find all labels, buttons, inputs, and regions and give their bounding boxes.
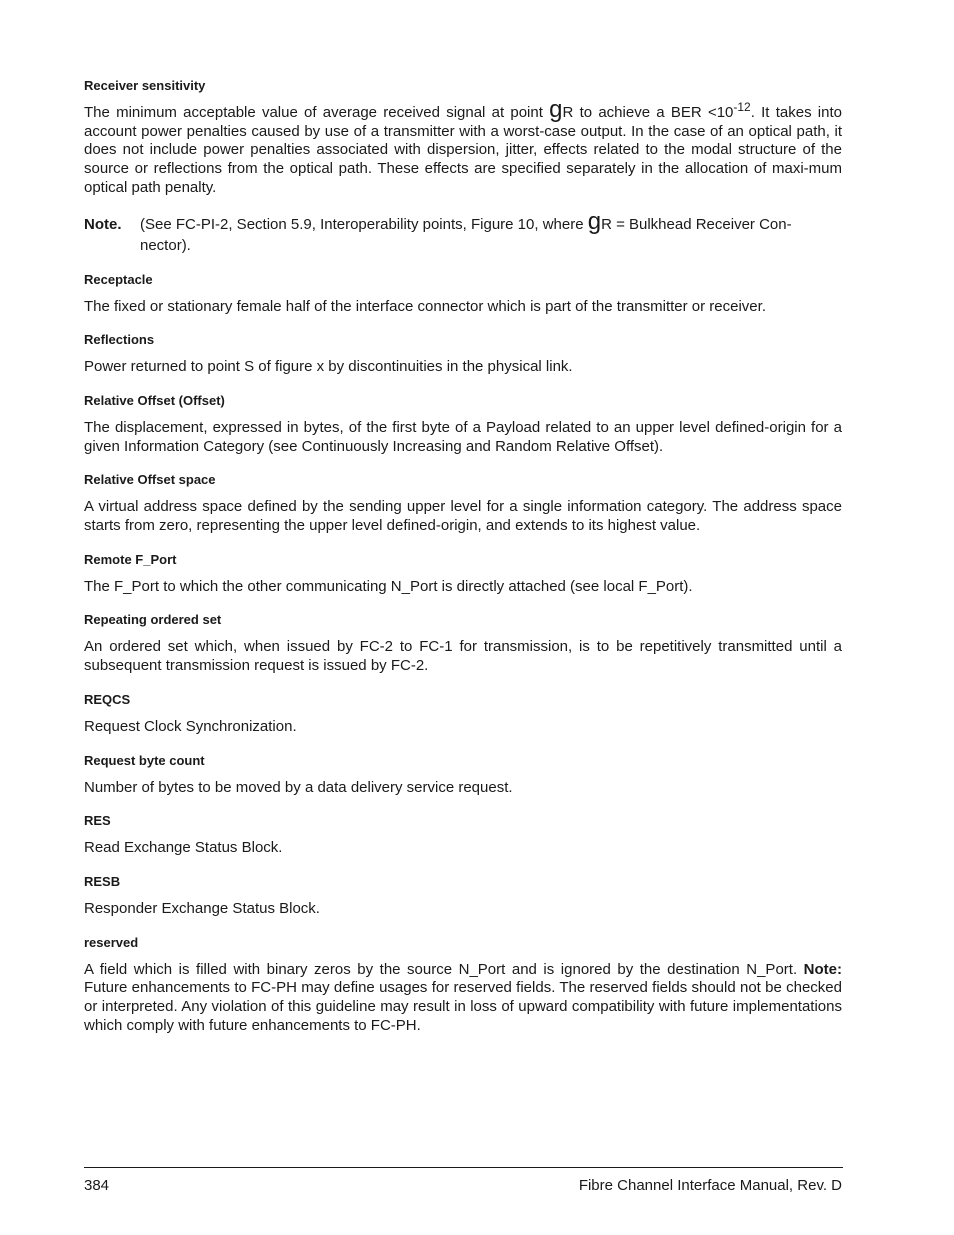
definition-text: The minimum acceptable value of average received signal at point — [84, 104, 550, 121]
term-definition — [84, 961, 842, 1036]
term-definition: The F_Port to which the other communicating N_Port is directly attached (see local F_Port). — [84, 577, 693, 595]
term-heading: Relative Offset (Offset) — [84, 392, 225, 408]
term-heading: REQCS — [84, 691, 131, 707]
term-heading: reserved — [84, 934, 139, 950]
term-heading: RES — [84, 813, 111, 829]
ber-exponent: -12 — [733, 100, 751, 114]
term-definition: Responder Exchange Status Block. — [84, 899, 320, 917]
note-text — [140, 207, 842, 256]
glossary-entry-reserved — [84, 933, 842, 1036]
term-definition: Read Exchange Status Block. — [84, 839, 283, 857]
definition-text: Future enhancements to FC-PH may define usages for reserved fields. The reserved fields should not be checked or interpreted. Any violation of this guideline may result in loss of upward compatibility with future implementations which comply with future enhancements to FC-PH. — [84, 979, 842, 1034]
glossary-entry — [84, 872, 842, 919]
definition-text: R to achieve a BER <10 — [562, 104, 734, 121]
term-heading: Repeating ordered set — [84, 612, 222, 628]
term-definition: An ordered set which, when issued by FC-2 to FC-1 for transmission, is to be repetitively transmitted until a subsequent transmission request is issued by FC-2. — [84, 638, 842, 675]
term-heading: Remote F_Port — [84, 551, 177, 567]
point-g-symbol: g — [549, 96, 563, 123]
glossary-entry — [84, 811, 842, 858]
glossary-entry — [84, 550, 842, 597]
term-definition — [84, 96, 842, 198]
definition-text: . It takes into account power penalties caused by use of a transmitter with a worst-case output. In the case of an optical path, it does not include power penalties associated with dispersion, jitter, effects related to the modal structure of the source or reflections from the optical path. These effects are specified separately in the allocation of maxi-mum optical path penalty. — [84, 104, 842, 196]
note-text-part: R = Bulkhead Receiver Con-nector). — [140, 215, 792, 254]
footer-title: Fibre Channel Interface Manual, Rev. D — [578, 1177, 842, 1194]
term-definition: The displacement, expressed in bytes, of the first byte of a Payload related to an upper level defined-origin for a given Information Category (see Continuously Increasing and Random Relative Offset). — [84, 418, 842, 455]
term-heading: Reflections — [84, 332, 155, 348]
glossary-entry-receiver-sensitivity — [84, 76, 842, 256]
term-definition: The fixed or stationary female half of the interface connector which is part of the transmitter or receiver. — [84, 297, 766, 315]
glossary-entry — [84, 270, 842, 317]
note-label: Note. — [84, 215, 122, 233]
glossary-entry — [84, 751, 842, 798]
term-definition: Power returned to point S of figure x by discontinuities in the physical link. — [84, 358, 573, 376]
glossary-entry — [84, 391, 842, 456]
term-definition: Request Clock Synchronization. — [84, 717, 297, 735]
note-block — [84, 207, 842, 256]
inline-note-label: Note: — [803, 960, 842, 978]
page-content — [84, 76, 842, 1049]
glossary-entry — [84, 330, 842, 377]
term-heading: Receiver sensitivity — [84, 78, 206, 93]
note-text-part: (See FC-PI-2, Section 5.9, Interoperability points, Figure 10, where — [140, 215, 588, 233]
point-g-symbol: g — [587, 207, 602, 235]
glossary-entry — [84, 470, 842, 535]
glossary-entries — [84, 270, 842, 919]
term-heading: RESB — [84, 873, 121, 889]
term-definition: A virtual address space defined by the sending upper level for a single information category. The address space starts from zero, representing the upper level defined-origin, and extends to its highest value. — [84, 498, 842, 535]
term-heading: Receptacle — [84, 271, 153, 287]
term-heading: Relative Offset space — [84, 472, 216, 488]
glossary-entry — [84, 610, 842, 675]
definition-text: A field which is filled with binary zeros by the source N_Port and is ignored by the destination N_Port. — [84, 960, 804, 978]
footer-divider — [84, 1167, 843, 1168]
term-heading: Request byte count — [84, 752, 205, 768]
page-number: 384 — [84, 1177, 110, 1194]
glossary-entry — [84, 690, 842, 737]
term-definition: Number of bytes to be moved by a data delivery service request. — [84, 778, 513, 796]
